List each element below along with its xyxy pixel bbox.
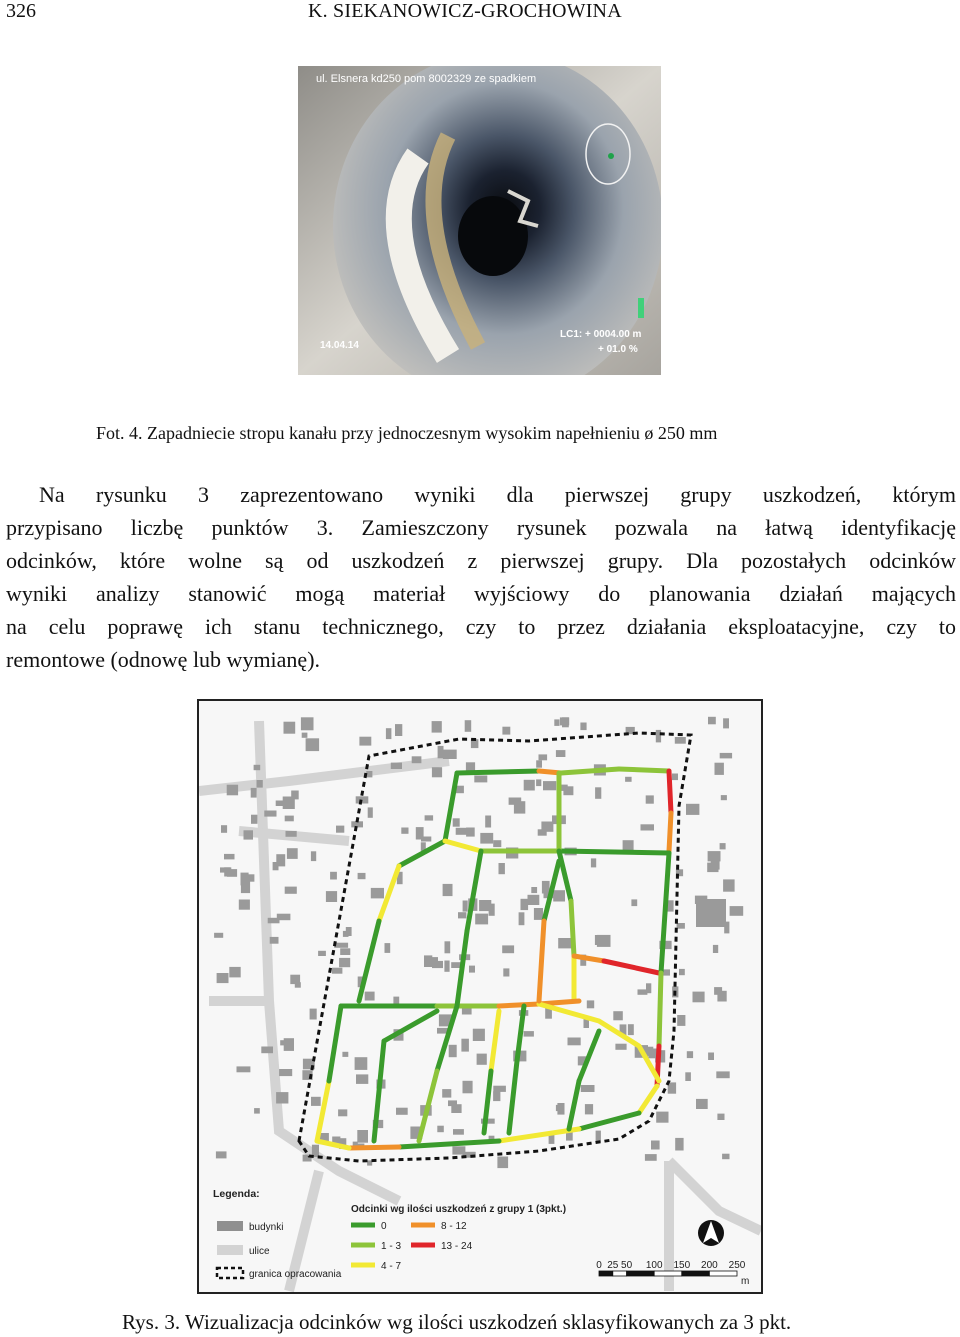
- photo-caption: Fot. 4. Zapadniecie stropu kanału przy jednoczesnym wysokim napełnieniu ø 250 mm: [96, 423, 718, 443]
- building: [638, 989, 648, 994]
- building: [531, 887, 537, 893]
- building: [286, 831, 297, 837]
- building: [302, 733, 308, 738]
- legend-buildings-swatch: [217, 1221, 243, 1231]
- page-number: 326: [6, 0, 36, 22]
- building: [338, 1109, 347, 1116]
- body-line: remontowe (odnowę lub wymianę).: [6, 647, 321, 672]
- building: [276, 1092, 288, 1103]
- scale-bar-segment: [613, 1271, 627, 1276]
- building: [521, 899, 529, 910]
- building: [499, 863, 505, 874]
- building: [560, 717, 569, 725]
- building: [295, 982, 301, 988]
- building: [585, 1104, 593, 1114]
- building: [356, 1074, 368, 1084]
- building: [656, 1112, 668, 1123]
- legend-classes: [351, 1221, 473, 1272]
- building: [646, 795, 654, 803]
- building: [679, 969, 685, 975]
- building: [707, 863, 718, 873]
- building: [693, 992, 705, 1003]
- building-large: [696, 899, 726, 927]
- building: [469, 966, 475, 973]
- building: [465, 720, 472, 732]
- legend-class-label: 8 - 12: [441, 1221, 467, 1232]
- building: [401, 828, 408, 834]
- building: [214, 933, 223, 938]
- building: [342, 1052, 348, 1057]
- building: [284, 722, 296, 734]
- building: [227, 785, 238, 796]
- building: [558, 938, 571, 948]
- building: [425, 815, 434, 820]
- scale-bar-unit: m: [741, 1276, 750, 1287]
- building: [301, 717, 314, 730]
- building: [445, 941, 451, 953]
- building: [713, 945, 718, 953]
- building: [615, 1044, 626, 1050]
- building: [456, 828, 468, 835]
- building: [318, 951, 326, 956]
- building: [631, 899, 637, 906]
- building: [721, 795, 727, 800]
- building: [477, 1054, 487, 1065]
- building: [722, 1154, 729, 1160]
- building: [677, 1015, 685, 1026]
- building: [229, 967, 240, 978]
- building: [723, 718, 729, 728]
- building: [444, 961, 449, 972]
- building: [542, 881, 550, 894]
- building: [254, 1108, 260, 1114]
- scale-bar-segment: [682, 1271, 710, 1276]
- building: [251, 788, 257, 798]
- building: [493, 840, 501, 847]
- building: [251, 815, 257, 824]
- building: [581, 1085, 595, 1092]
- legend-segments-title: Odcinki wg ilości uszkodzeń z grupy 1 (3pkt.): [351, 1204, 567, 1215]
- body-line: na celu poprawę ich stanu technicznego, czy to przez działania eksploatacyjne, czy to: [6, 614, 956, 639]
- building: [268, 918, 280, 924]
- building: [241, 873, 249, 886]
- building: [587, 1000, 594, 1008]
- building: [391, 763, 402, 769]
- building: [613, 1011, 623, 1020]
- building: [453, 818, 460, 826]
- building: [675, 1138, 683, 1151]
- photo-overlay-top: ul. Elsnera kd250 pom 8002329 ze spadkiem: [316, 73, 537, 85]
- building: [541, 822, 553, 832]
- building: [270, 937, 279, 944]
- building: [453, 1129, 464, 1135]
- building: [696, 1099, 708, 1109]
- body-paragraph: [6, 478, 956, 676]
- scale-bar-segment: [599, 1271, 613, 1276]
- scale-bar-tick-label: 200: [701, 1260, 718, 1271]
- building: [340, 948, 350, 955]
- building: [326, 891, 337, 902]
- building: [497, 1157, 508, 1169]
- building: [524, 780, 535, 791]
- building: [568, 1038, 581, 1046]
- building: [311, 1097, 321, 1106]
- building: [449, 1045, 457, 1057]
- building: [221, 825, 227, 833]
- building: [503, 968, 509, 976]
- north-arrow-icon: [698, 1220, 724, 1246]
- scale-bar-tick-label: 0: [596, 1260, 602, 1271]
- building: [480, 833, 493, 844]
- building: [493, 1086, 506, 1092]
- building: [359, 737, 371, 746]
- building: [628, 1024, 634, 1035]
- scale-bar-tick-label: 250: [728, 1260, 746, 1271]
- building: [708, 1053, 714, 1061]
- legend-class-label: 4 - 7: [381, 1261, 402, 1272]
- building: [485, 816, 491, 828]
- photo-overlay-date: 14.04.14: [320, 340, 359, 351]
- building: [723, 879, 735, 891]
- building: [343, 931, 349, 937]
- building: [276, 854, 285, 866]
- building: [595, 787, 601, 799]
- running-head: K. SIEKANOWICZ-GROCHOWINA: [308, 0, 622, 22]
- legend-boundary-swatch: [217, 1268, 243, 1278]
- building: [625, 777, 632, 782]
- building: [285, 887, 297, 894]
- building: [730, 906, 744, 916]
- building: [473, 1029, 485, 1041]
- building: [284, 1038, 294, 1051]
- building: [645, 1154, 657, 1161]
- building: [432, 721, 442, 733]
- building: [651, 1141, 660, 1150]
- building: [556, 1105, 563, 1111]
- building: [685, 1072, 691, 1081]
- building: [412, 756, 422, 763]
- building: [474, 776, 487, 783]
- map-caption: Rys. 3. Wizualizacja odcinków wg ilości uszkodzeń sklasyfikowanych za 3 pkt.: [122, 1310, 792, 1334]
- building: [330, 872, 337, 880]
- building: [264, 811, 276, 817]
- building: [448, 1100, 457, 1106]
- building: [708, 851, 721, 861]
- scale-bar-segment: [709, 1271, 737, 1276]
- scale-bar-segment: [627, 1271, 655, 1276]
- sewer-cctv-photo: [298, 66, 661, 375]
- building: [395, 724, 402, 736]
- scale-bar-tick-label: 25: [607, 1260, 619, 1271]
- building: [421, 837, 431, 842]
- building: [306, 738, 320, 751]
- building: [514, 801, 525, 813]
- building: [310, 1009, 317, 1020]
- building: [438, 746, 444, 758]
- building: [708, 717, 716, 725]
- building: [554, 719, 559, 726]
- building: [437, 1126, 444, 1133]
- building: [677, 923, 685, 929]
- building: [686, 804, 699, 815]
- building: [479, 900, 491, 911]
- building: [656, 730, 661, 743]
- scale-bar-tick-label: 50: [621, 1260, 633, 1271]
- body-line: Na rysunku 3 zaprezentowano wyniki dla pierwszej grupy uszkodzeń, którym: [39, 482, 956, 507]
- building: [283, 797, 295, 810]
- building: [224, 854, 235, 860]
- building: [536, 760, 542, 767]
- building: [217, 973, 229, 983]
- building: [597, 935, 611, 947]
- building: [475, 914, 488, 925]
- building: [336, 826, 344, 833]
- building: [216, 1151, 227, 1158]
- building: [646, 983, 651, 993]
- building: [367, 1160, 372, 1165]
- building: [339, 958, 350, 967]
- legend-class-label: 1 - 3: [381, 1241, 402, 1252]
- building: [224, 867, 230, 876]
- building: [386, 728, 392, 739]
- building: [442, 1089, 451, 1098]
- building: [358, 873, 366, 879]
- building: [237, 1066, 251, 1072]
- building: [556, 750, 566, 757]
- building: [244, 830, 254, 839]
- body-line: wyniki analizy stanowić mogą materiał wyjściowy do planowania działań mających: [6, 581, 956, 606]
- building: [502, 945, 514, 953]
- building: [279, 1069, 292, 1076]
- body-line: odcinków, które wolne są od uszkodzeń z pierwszej grupy. Dla pozostałych odcinków: [6, 548, 956, 573]
- body-line: przypisano liczbę punktów 3. Zamieszczony rysunek pozwala na łatwą identyfikację: [6, 515, 956, 540]
- building: [717, 1114, 724, 1120]
- sewer-damage-map: [197, 699, 763, 1294]
- legend-boundary-label: granica opracowania: [249, 1269, 342, 1280]
- legend-streets-swatch: [217, 1245, 243, 1255]
- legend-title: Legenda:: [213, 1188, 260, 1200]
- building: [443, 884, 453, 896]
- building: [539, 754, 548, 760]
- building: [675, 737, 686, 744]
- building: [534, 908, 543, 920]
- legend-class-label: 13 - 24: [441, 1241, 473, 1252]
- building: [371, 888, 384, 899]
- building: [276, 801, 284, 807]
- building: [716, 1071, 729, 1078]
- building: [493, 1091, 500, 1101]
- building: [396, 1108, 408, 1115]
- building: [332, 968, 343, 974]
- legend-class-label: 0: [381, 1221, 387, 1232]
- building: [458, 912, 466, 918]
- building: [239, 900, 250, 910]
- building: [261, 1047, 273, 1054]
- building: [368, 807, 373, 817]
- building: [463, 1081, 473, 1094]
- building: [524, 1031, 534, 1037]
- building: [717, 991, 726, 1002]
- building: [357, 1130, 368, 1143]
- legend-buildings-label: budynki: [249, 1222, 284, 1233]
- building: [528, 895, 540, 905]
- scale-bar-tick-label: 150: [673, 1260, 691, 1271]
- building: [519, 912, 525, 925]
- building: [462, 1008, 472, 1015]
- scale-bar-segment: [654, 1271, 682, 1276]
- photo-overlay-lc: LC1: + 0004.00 m: [560, 329, 642, 340]
- building: [424, 955, 432, 967]
- photo-overlay-slope: + 01.0 %: [598, 344, 638, 355]
- building: [502, 727, 510, 735]
- building: [443, 750, 457, 759]
- scale-bar-tick-label: 100: [645, 1260, 663, 1271]
- legend-streets-label: ulice: [249, 1246, 270, 1257]
- building: [463, 901, 468, 912]
- building: [672, 774, 678, 781]
- building: [536, 779, 541, 786]
- building: [687, 1051, 693, 1058]
- building: [385, 943, 391, 953]
- building: [591, 858, 596, 867]
- building: [432, 767, 442, 777]
- building: [715, 763, 724, 775]
- building: [287, 848, 298, 859]
- building: [254, 765, 261, 770]
- building: [285, 816, 294, 822]
- building: [461, 1039, 469, 1052]
- building: [311, 851, 316, 861]
- building: [720, 753, 732, 759]
- building: [580, 723, 586, 731]
- building: [257, 780, 263, 788]
- building: [641, 824, 655, 830]
- building: [355, 1057, 368, 1070]
- building: [720, 843, 726, 849]
- building: [365, 992, 375, 1001]
- building: [543, 781, 556, 790]
